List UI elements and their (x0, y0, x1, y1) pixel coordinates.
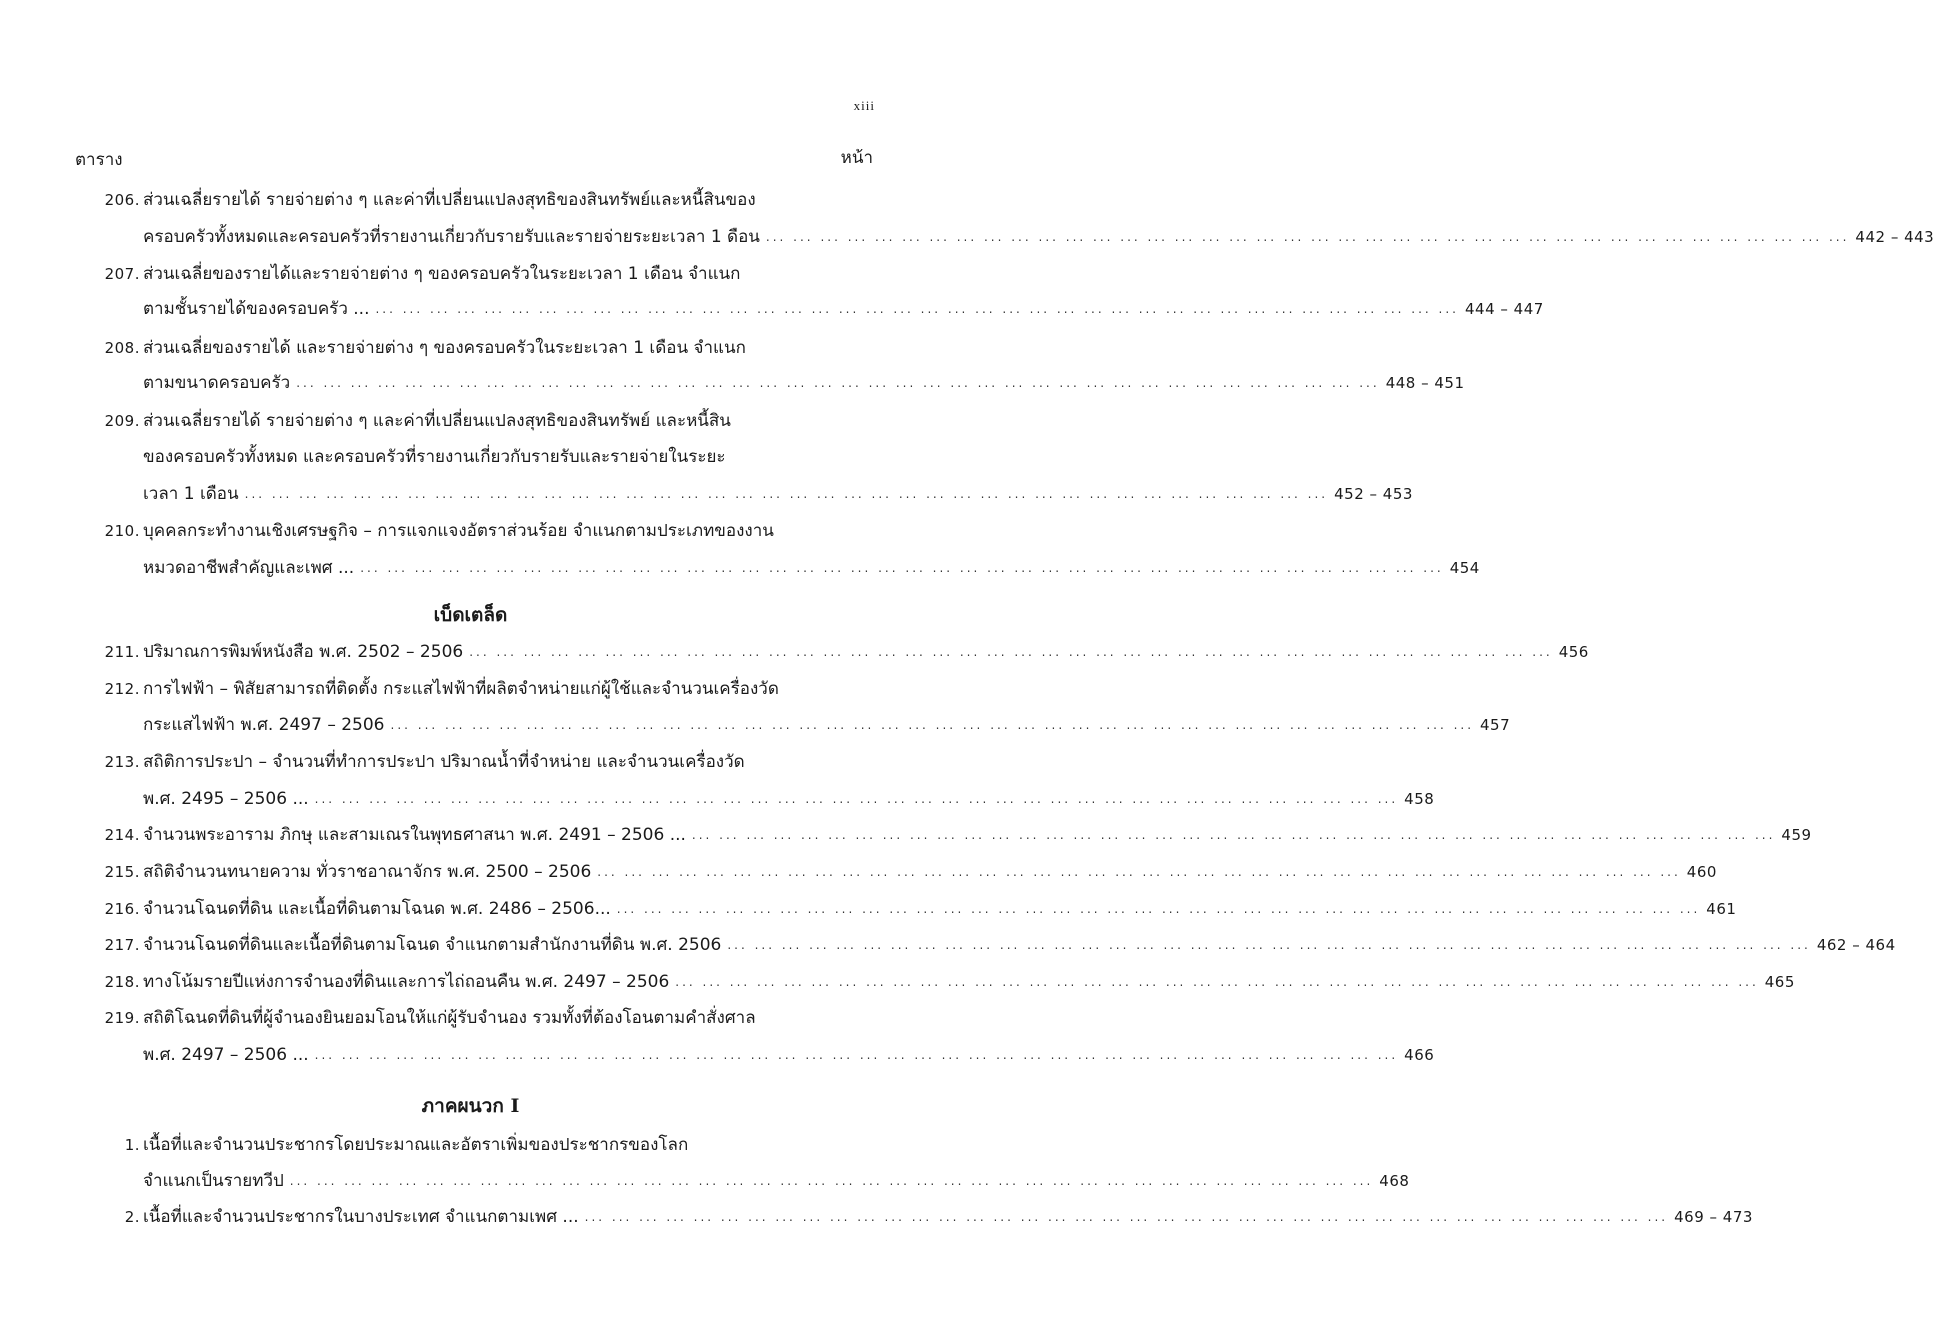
section-heading-misc: เบ็ดเตล็ด (433, 604, 508, 626)
entry-title: จำนวนโฉนดที่ดิน และเนื้อที่ดินตามโฉนด พ.ศ. 2486 – 2506... (143, 899, 611, 919)
entry-title: กระแสไฟฟ้า พ.ศ. 2497 – 2506 (143, 715, 385, 735)
toc-entry-213 (0, 747, 941, 777)
entry-title: สถิติการประปา – จำนวนที่ทำการประปา ปริมาณน้ำที่จำหน่าย และจำนวนเครื่องวัด (143, 752, 745, 772)
entry-title: จำแนกเป็นรายทวีป (143, 1171, 284, 1191)
toc-entry-212 (0, 674, 941, 704)
toc-entry-209-cont2 (0, 479, 1413, 509)
leader-dots: ... ... ... ... ... ... ... ... ... ... ... ... ... ... ... ... ... ... ... ... ... ... ... ... ... ... ... ... ... ... ... ... ... ... ... ... ... ... ... ... (691, 828, 1776, 842)
toc-entry-208-cont (0, 368, 1465, 398)
entry-number: 2. (124, 1208, 140, 1226)
leader-dots: ... ... ... ... ... ... ... ... ... ... ... ... ... ... ... ... ... ... ... ... ... ... ... ... ... ... ... ... ... ... ... ... ... ... ... ... ... ... ... ... (244, 487, 1329, 501)
entry-page: 448 – 451 (1385, 374, 1465, 392)
entry-number: 217. (104, 936, 140, 954)
entry-number: 219. (104, 1009, 140, 1027)
entry-number: 213. (104, 753, 140, 771)
entry-number: 214. (104, 826, 140, 844)
entry-title: ส่วนเฉลี่ยของรายได้และรายจ่ายต่าง ๆ ของครอบครัวในระยะเวลา 1 เดือน จำแนก (143, 264, 741, 284)
toc-entry-214 (0, 820, 1812, 850)
column-header-page: หน้า (840, 148, 873, 168)
toc-entry-210 (0, 516, 941, 546)
column-header-table: ตาราง (75, 150, 123, 170)
entry-title: จำนวนโฉนดที่ดินและเนื้อที่ดินตามโฉนด จำแนกตามสำนักงานที่ดิน พ.ศ. 2506 (143, 935, 722, 955)
entry-page: 460 (1686, 863, 1717, 881)
entry-page: 468 (1379, 1172, 1410, 1190)
entry-title: ตามขนาดครอบครัว (143, 373, 291, 393)
leader-dots: ... ... ... ... ... ... ... ... ... ... ... ... ... ... ... ... ... ... ... ... ... ... ... ... ... ... ... ... ... ... ... ... ... ... ... ... ... ... ... ... (469, 645, 1553, 659)
entry-page: 465 (1764, 973, 1795, 991)
entry-number: 212. (104, 680, 140, 698)
entry-title: เนื้อที่และจำนวนประชากรโดยประมาณและอัตราเพิ่มของประชากรของโลก (143, 1135, 689, 1155)
leader-dots: ... ... ... ... ... ... ... ... ... ... ... ... ... ... ... ... ... ... ... ... ... ... ... ... ... ... ... ... ... ... ... ... ... ... ... ... ... ... ... ... (616, 902, 1701, 916)
entry-title: ส่วนเฉลี่ยรายได้ รายจ่ายต่าง ๆ และค่าที่เปลี่ยนแปลงสุทธิของสินทรัพย์ และหนี้สิน (143, 411, 731, 431)
entry-number: 209. (104, 412, 140, 430)
toc-entry-206 (0, 185, 941, 215)
entry-number: 207. (104, 265, 140, 283)
entry-title: ทางโน้มรายปีแห่งการจำนองที่ดินและการไถ่ถอนคืน พ.ศ. 2497 – 2506 (143, 972, 670, 992)
toc-entry-213-cont (0, 784, 1435, 814)
entry-title: พ.ศ. 2497 – 2506 ... (143, 1045, 309, 1065)
entry-title: สถิติโฉนดที่ดินที่ผู้จำนองยินยอมโอนให้แก่ผู้รับจำนอง รวมทั้งที่ต้องโอนตามคำสั่งศาล (143, 1008, 756, 1028)
entry-page: 456 (1558, 643, 1589, 661)
entry-title: ส่วนเฉลี่ยรายได้ รายจ่ายต่าง ๆ และค่าที่เปลี่ยนแปลงสุทธิของสินทรัพย์และหนี้สินของ (143, 190, 756, 210)
leader-dots: ... ... ... ... ... ... ... ... ... ... ... ... ... ... ... ... ... ... ... ... ... ... ... ... ... ... ... ... ... ... ... ... ... ... ... ... ... ... ... ... (390, 718, 1475, 732)
entry-page: 454 (1449, 559, 1480, 577)
toc-entry-207-cont (0, 294, 1544, 324)
entry-number: 215. (104, 863, 140, 881)
leader-dots: ... ... ... ... ... ... ... ... ... ... ... ... ... ... ... ... ... ... ... ... ... ... ... ... ... ... ... ... ... ... ... ... ... ... ... ... ... ... ... ... (314, 792, 1399, 806)
entry-title: ส่วนเฉลี่ยของรายได้ และรายจ่ายต่าง ๆ ของครอบครัวในระยะเวลา 1 เดือน จำแนก (143, 338, 746, 358)
toc-entry-212-cont (0, 710, 1511, 740)
entry-number: 208. (104, 339, 140, 357)
toc-entry-217 (0, 930, 1896, 960)
toc-entry-219-cont (0, 1040, 1435, 1070)
leader-dots: ... ... ... ... ... ... ... ... ... ... ... ... ... ... ... ... ... ... ... ... ... ... ... ... ... ... ... ... ... ... ... ... ... ... ... ... ... ... ... ... (314, 1048, 1399, 1062)
entry-number: 216. (104, 900, 140, 918)
leader-dots: ... ... ... ... ... ... ... ... ... ... ... ... ... ... ... ... ... ... ... ... ... ... ... ... ... ... ... ... ... ... ... ... ... ... ... ... ... ... ... ... (765, 230, 1850, 244)
toc-entry-209-cont (0, 442, 941, 472)
entry-page: 466 (1404, 1046, 1435, 1064)
entry-page: 457 (1480, 716, 1511, 734)
entry-number: 1. (124, 1136, 140, 1154)
leader-dots: ... ... ... ... ... ... ... ... ... ... ... ... ... ... ... ... ... ... ... ... ... ... ... ... ... ... ... ... ... ... ... ... ... ... ... ... ... ... ... ... (296, 376, 1380, 390)
section-heading-appendix: ภาคผนวก I (421, 1095, 520, 1117)
entry-page: 462 – 464 (1816, 936, 1896, 954)
entry-title: ครอบครัวทั้งหมดและครอบครัวที่รายงานเกี่ยวกับรายรับและรายจ่ายระยะเวลา 1 ดือน (143, 227, 760, 247)
entry-title: ตามชั้นรายได้ของครอบครัว ... (143, 299, 370, 319)
entry-title: เวลา 1 เดือน (143, 484, 239, 504)
entry-number: 210. (104, 522, 140, 540)
entry-number: 211. (104, 643, 140, 661)
entry-title: การไฟฟ้า – พิสัยสามารถที่ติดตั้ง กระแสไฟฟ้าที่ผลิตจำหน่ายแก่ผู้ใช้และจำนวนเครื่องวัด (143, 679, 779, 699)
toc-entry-211 (0, 637, 1589, 667)
entry-title: สถิติจำนวนทนายความ ทั่วราชอาณาจักร พ.ศ. 2500 – 2506 (143, 862, 592, 882)
entry-page: 444 – 447 (1464, 300, 1544, 318)
toc-entry-appendix-2 (0, 1202, 1753, 1232)
leader-dots: ... ... ... ... ... ... ... ... ... ... ... ... ... ... ... ... ... ... ... ... ... ... ... ... ... ... ... ... ... ... ... ... ... ... ... ... ... ... ... ... (675, 975, 1759, 989)
toc-entry-appendix-1-cont (0, 1166, 1410, 1196)
entry-title: ของครอบครัวทั้งหมด และครอบครัวที่รายงานเกี่ยวกับรายรับและรายจ่ายในระยะ (143, 447, 726, 467)
leader-dots: ... ... ... ... ... ... ... ... ... ... ... ... ... ... ... ... ... ... ... ... ... ... ... ... ... ... ... ... ... ... ... ... ... ... ... ... ... ... ... ... (727, 938, 1811, 952)
toc-entry-210-cont (0, 553, 1480, 583)
entry-number: 206. (104, 191, 140, 209)
toc-entry-218 (0, 967, 1795, 997)
leader-dots: ... ... ... ... ... ... ... ... ... ... ... ... ... ... ... ... ... ... ... ... ... ... ... ... ... ... ... ... ... ... ... ... ... ... ... ... ... ... ... ... (584, 1210, 1669, 1224)
entry-title: เนื้อที่และจำนวนประชากรในบางประเทศ จำแนกตามเพศ ... (143, 1207, 579, 1227)
entry-title: หมวดอาชีพสำคัญและเพศ ... (143, 558, 355, 578)
toc-entry-208 (0, 333, 941, 363)
entry-page: 469 – 473 (1674, 1208, 1753, 1226)
toc-entry-215 (0, 857, 1717, 887)
entry-title: บุคคลกระทำงานเชิงเศรษฐกิจ – การแจกแจงอัตราส่วนร้อย จำแนกตามประเภทของงาน (143, 521, 774, 541)
toc-entry-216 (0, 894, 1737, 924)
entry-title: จำนวนพระอาราม ภิกษุ และสามเณรในพุทธศาสนา พ.ศ. 2491 – 2506 ... (143, 825, 686, 845)
leader-dots: ... ... ... ... ... ... ... ... ... ... ... ... ... ... ... ... ... ... ... ... ... ... ... ... ... ... ... ... ... ... ... ... ... ... ... ... ... ... ... ... (597, 865, 1681, 879)
toc-entry-207 (0, 259, 941, 289)
toc-entry-appendix-1 (0, 1130, 941, 1160)
toc-entry-209 (0, 406, 941, 436)
entry-title: ปริมาณการพิมพ์หนังสือ พ.ศ. 2502 – 2506 (143, 642, 464, 662)
leader-dots: ... ... ... ... ... ... ... ... ... ... ... ... ... ... ... ... ... ... ... ... ... ... ... ... ... ... ... ... ... ... ... ... ... ... ... ... ... ... ... ... (360, 561, 1444, 575)
toc-entry-206-cont (0, 222, 1934, 252)
leader-dots: ... ... ... ... ... ... ... ... ... ... ... ... ... ... ... ... ... ... ... ... ... ... ... ... ... ... ... ... ... ... ... ... ... ... ... ... ... ... ... ... (375, 302, 1459, 316)
entry-number: 218. (104, 973, 140, 991)
entry-page: 452 – 453 (1334, 485, 1413, 503)
toc-entry-219 (0, 1003, 941, 1033)
entry-title: พ.ศ. 2495 – 2506 ... (143, 789, 309, 809)
entry-page: 458 (1404, 790, 1435, 808)
entry-page: 461 (1706, 900, 1737, 918)
entry-page: 442 – 443 (1855, 228, 1934, 246)
leader-dots: ... ... ... ... ... ... ... ... ... ... ... ... ... ... ... ... ... ... ... ... ... ... ... ... ... ... ... ... ... ... ... ... ... ... ... ... ... ... ... ... (289, 1174, 1374, 1188)
page-number: xiii (853, 98, 875, 113)
entry-page: 459 (1781, 826, 1812, 844)
